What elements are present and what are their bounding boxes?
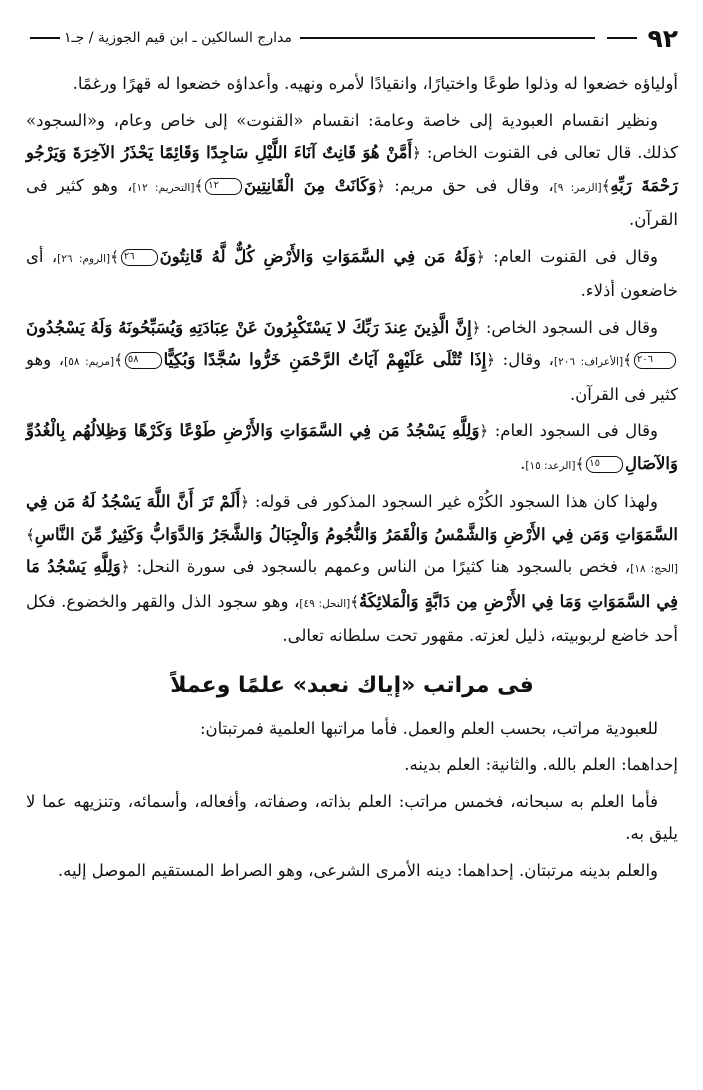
- verse-reference: [الأعراف: ٢٠٦]: [553, 356, 624, 368]
- verse-bracket: ﴿: [412, 144, 421, 162]
- ayah-number-badge: ٢٦: [121, 249, 158, 266]
- quran-verse: إِنَّ الَّذِينَ عِندَ رَبِّكَ لا يَسْتَكْبِرُونَ عَنْ عِبَادَتِهِ وَيُسَبِّحُونَهُ وَلَهُ يَسْجُدُونَ: [26, 317, 472, 337]
- header-dash-end: [30, 37, 60, 39]
- text-run: ، وقال فى حق مريم:: [385, 175, 554, 195]
- paragraph: [26, 713, 678, 746]
- verse-bracket: ﴾: [26, 525, 35, 544]
- verse-reference: [التحريم: ١٢]: [132, 181, 195, 194]
- running-title: مدارج السالكين ـ ابن قيم الجوزية / جـ١: [64, 30, 292, 46]
- quran-verse: وَلِلَّهِ يَسْجُدُ مَا فِي السَّمَوَاتِ وَمَا فِي الأَرْضِ مِن دَابَّةٍ وَالْمَلائِكَةُ: [26, 557, 678, 611]
- verse-bracket: ﴿: [479, 422, 489, 440]
- paragraph: [26, 241, 678, 308]
- quran-verse: وَلَهُ مَن فِي السَّمَوَاتِ وَالأَرْضِ كُلٌّ لَّهُ قَانِتُونَ: [159, 246, 477, 266]
- page: [26, 22, 678, 1072]
- paragraph: [26, 105, 678, 237]
- ayah-number-badge: ٥٨: [125, 352, 162, 369]
- running-head: [26, 22, 678, 54]
- paragraph: [26, 68, 678, 101]
- verse-reference: [الزمر: ٩]: [553, 181, 602, 194]
- quran-verse: إِذَا تُتْلَى عَلَيْهِمْ آيَاتُ الرَّحْمَنِ خَرُّوا سُجَّدًا وَبُكِيًّا: [163, 350, 487, 369]
- verse-bracket: ﴿: [240, 493, 250, 511]
- quran-verse: وَلِلَّهِ يَسْجُدُ مَن فِي السَّمَوَاتِ وَالأَرْضِ طَوْعًا وَكَرْهًا وَظِلالُهُم بِالْغُدُوِّ وَالآصَالِ: [26, 421, 678, 473]
- text-run: للعبودية مراتب، بحسب العلم والعمل. فأما مراتبها العلمية فمرتبتان:: [199, 718, 658, 738]
- ayah-number-badge: ١٥: [586, 456, 623, 473]
- verse-reference: [النحل: ٤٩]: [299, 597, 351, 610]
- paragraph: [26, 855, 678, 888]
- verse-bracket: ﴿: [476, 247, 485, 266]
- verse-bracket: ﴾: [601, 176, 611, 195]
- ayah-number-badge: ١٢: [205, 178, 242, 195]
- text-run: ونظير انقسام العبودية إلى خاصة وعامة: انقسام «القنوت» إلى خاص وعام، و«السجود» كذلك. قال تعالى فى القنوت الخاص:: [26, 110, 679, 162]
- paragraph: [26, 486, 678, 653]
- paragraph: [26, 415, 678, 482]
- paragraph: [26, 786, 678, 851]
- text-run: ، وهو كثير فى القرآن.: [26, 175, 678, 229]
- text-run: ، أى خاضعون أذلاء.: [26, 246, 678, 300]
- text-run: ، وهو كثير فى القرآن.: [26, 350, 678, 404]
- verse-bracket: ﴾: [623, 351, 632, 369]
- header-dash: [607, 37, 637, 39]
- text-run: وقال فى القنوت العام:: [484, 246, 659, 266]
- paragraph: [26, 312, 678, 412]
- verse-bracket: ﴾: [350, 592, 360, 611]
- text-run: والعلم بدينه مرتبتان. إحداهما: دينه الأمرى الشرعى، وهو الصراط المستقيم الموصل إليه.: [57, 860, 658, 880]
- verse-bracket: ﴿: [471, 318, 481, 337]
- paragraph-group-2: [26, 713, 678, 888]
- text-run: ، وهو سجود الذل والقهر والخضوع. فكل أحد خاضع لربوبيته، ذليل لعزته. مقهور تحت سلطانه تعالى.: [26, 591, 678, 645]
- ayah-number-badge: ٢٠٦: [634, 352, 676, 369]
- verse-bracket: ﴿: [120, 558, 130, 576]
- text-run: وقال فى السجود الخاص:: [480, 317, 658, 337]
- verse-reference: [الروم: ٢٦]: [57, 252, 111, 265]
- verse-bracket: ﴾: [194, 176, 204, 195]
- verse-bracket: ﴾: [110, 247, 119, 266]
- verse-bracket: ﴿: [486, 351, 496, 369]
- verse-bracket: ﴿: [376, 176, 386, 195]
- verse-reference: [مريم: ٥٨]: [64, 356, 115, 368]
- verse-bracket: ﴾: [114, 351, 123, 369]
- text-run: إحداهما: العلم بالله. والثانية: العلم بدينه.: [404, 755, 678, 774]
- paragraph-group-1: [26, 68, 678, 653]
- verse-bracket: ﴾: [575, 454, 585, 473]
- text-run: ، وقال:: [495, 350, 554, 369]
- text-run: .: [520, 453, 526, 473]
- quran-verse: أَمَّنْ هُوَ قَانِتٌ آنَاءَ اللَّيْلِ سَاجِدًا وَقَائِمًا يَحْذَرُ الآخِرَةَ وَيَرْجُو رَحْمَةَ رَبِّهِ: [26, 143, 678, 195]
- paragraph: [26, 749, 678, 782]
- text-run: فأما العلم به سبحانه، فخمس مراتب: العلم بذاته، وصفاته، وأفعاله، وأسمائه، وتنزيهه عما لا يليق به.: [26, 791, 678, 843]
- verse-reference: [الرعد: ١٥]: [525, 459, 576, 472]
- text-run: أولياؤه خضعوا له وذلوا طوعًا واختيارًا، وانقيادًا لأمره ونهيه. وأعداؤه خضعوا له قهرًا ورغمًا.: [72, 74, 678, 93]
- text-run: ، فخص بالسجود هنا كثيرًا من الناس وعمهم بالسجود فى سورة النحل:: [129, 557, 631, 576]
- section-title: فى مراتب «إياك نعبد» علمًا وعملاً: [170, 672, 534, 698]
- main-text: [26, 68, 678, 887]
- text-run: وقال فى السجود العام:: [488, 421, 658, 440]
- header-rule: [300, 37, 596, 39]
- quran-verse: وَكَانَتْ مِنَ الْقَانِتِينَ: [244, 175, 377, 195]
- page-number: ٩٢: [647, 23, 678, 53]
- text-run: ولهذا كان هذا السجود الكُرْه غير السجود المذكور فى قوله:: [249, 492, 658, 511]
- verse-reference: [الحج: ١٨]: [630, 563, 678, 575]
- quran-verse: أَلَمْ تَرَ أَنَّ اللَّهَ يَسْجُدُ لَهُ مَن فِي السَّمَوَاتِ وَمَن فِي الأَرْضِ وَالشَّمْسُ وَالْقَمَرُ وَالنُّجُومُ وَالْجِبَالُ وَالشَّجَرُ وَالدَّوَابُّ وَكَثِيرٌ مِّنَ النَّاسِ: [26, 492, 678, 544]
